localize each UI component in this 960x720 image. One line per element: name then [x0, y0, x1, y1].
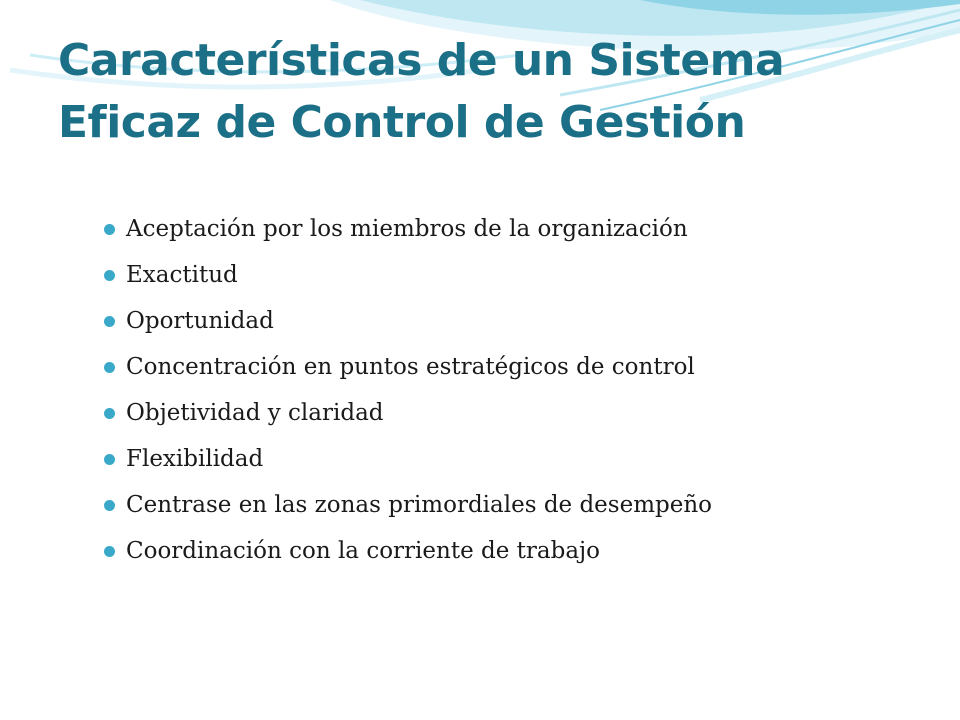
- bullet-text: Flexibilidad: [126, 446, 264, 472]
- bullet-text: Oportunidad: [126, 308, 274, 334]
- slide-title-line-2: Eficaz de Control de Gestión: [58, 97, 746, 148]
- bullet-item: [104, 482, 924, 528]
- bullet-item: [104, 436, 924, 482]
- slide-title: [58, 30, 938, 154]
- bullet-item: [104, 528, 924, 574]
- bullet-text: Exactitud: [126, 262, 238, 288]
- bullet-item: [104, 298, 924, 344]
- bullet-text: Objetividad y claridad: [126, 400, 384, 426]
- bullet-text: Aceptación por los miembros de la organización: [126, 216, 688, 242]
- bullet-item: [104, 206, 924, 252]
- bullet-marker-icon: [104, 454, 115, 465]
- bullet-marker-icon: [104, 270, 115, 281]
- bullet-item: [104, 344, 924, 390]
- bullet-item: [104, 390, 924, 436]
- bullet-text: Concentración en puntos estratégicos de control: [126, 354, 695, 380]
- bullet-list: [104, 206, 924, 574]
- bullet-marker-icon: [104, 316, 115, 327]
- bullet-marker-icon: [104, 500, 115, 511]
- slide-title-line-1: Características de un Sistema: [58, 35, 785, 86]
- bullet-text: Coordinación con la corriente de trabajo: [126, 538, 601, 564]
- bullet-marker-icon: [104, 224, 115, 235]
- bullet-marker-icon: [104, 408, 115, 419]
- bullet-text: Centrase en las zonas primordiales de desempeño: [126, 492, 713, 518]
- bullet-marker-icon: [104, 546, 115, 557]
- bullet-marker-icon: [104, 362, 115, 373]
- bullet-item: [104, 252, 924, 298]
